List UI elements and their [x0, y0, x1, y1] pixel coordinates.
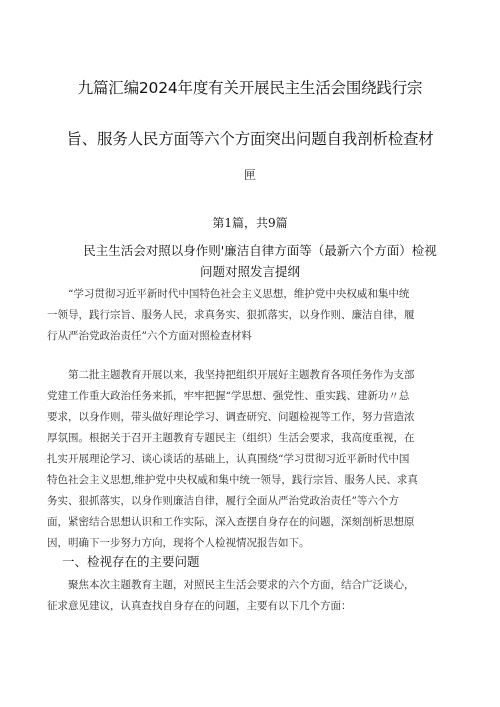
article-subtitle-line-2: 问题对照发言提纲 — [199, 264, 300, 279]
text-line: 因，明确下一步努力方向，现将个人检视情况报告如下。 — [47, 537, 310, 549]
text-line: 征求意见建议，认真查找自身存在的问题，主要有以下几个方面： — [47, 600, 352, 612]
document-title-line-2: 旨、服务人民方面等六个方面突出问题自我剖析检查材 — [66, 130, 434, 148]
article-subtitle-line-1: 民主生活会对照以身作则'廉洁自律方面等（最新六个方面）检视 — [83, 243, 437, 258]
text-line: 一领导，践行宗旨、服务人民，求真务实、狠抓落实，以身作则、廉洁自律，履 — [47, 309, 415, 321]
text-line: 扎实开展理论学习、谈心谈话的基础上，认真围绕“学习贯彻习近平新时代中国 — [47, 453, 410, 465]
text-line: 聚焦本次主题教育主题，对照民主生活会要求的六个方面，结合广泛谈心， — [68, 579, 415, 591]
text-line: 行从严治党政治责任”六个方面对照检查材料 — [47, 330, 252, 342]
text-line: 特色社会主义思想,维护党中央权威和集中统一领导，践行宗旨、服务人民、求真 — [47, 474, 418, 486]
text-line: 厚氛围。根据关于召开主题教育专题民主（组织）生活会要求，我高度重视，在 — [47, 432, 415, 444]
text-line: 面，紧密结合思想认识和工作实际，深入查摆自身存在的问题，深刻剖析思想原 — [47, 516, 415, 528]
paragraph-intro — [47, 284, 459, 347]
text-line: 要求，以身作则，带头做好理论学习、调查研究、问题检视等工作，努力营造浓 — [47, 411, 415, 423]
paragraph-background — [47, 365, 459, 554]
text-line: 党建工作重大政治任务来抓，牢牢把握“学思想、强党性、重实践、建新功〃总 — [47, 390, 410, 402]
title-mark: 匣 — [243, 168, 256, 182]
text-line: “学习贯彻习近平新时代中国特色社会主义思想，维护党中央权威和集中统 — [68, 288, 410, 300]
paragraph-focus — [47, 575, 459, 617]
chapter-label: 第1篇，共9篇 — [212, 216, 288, 230]
text-line: 务实、狠抓落实，以身作则廉洁自律，履行全面从严治党政治责任”等六个方 — [47, 495, 399, 507]
document-title-line-1: 九篇汇编2024年度有关开展民主生活会围绕践行宗 — [77, 79, 423, 97]
text-line: 第二批主题教育开展以来，我坚持把组织开展好主题教育各项任务作为支部 — [68, 369, 415, 381]
section-heading: 一、检视存在的主要问题 — [62, 554, 200, 569]
